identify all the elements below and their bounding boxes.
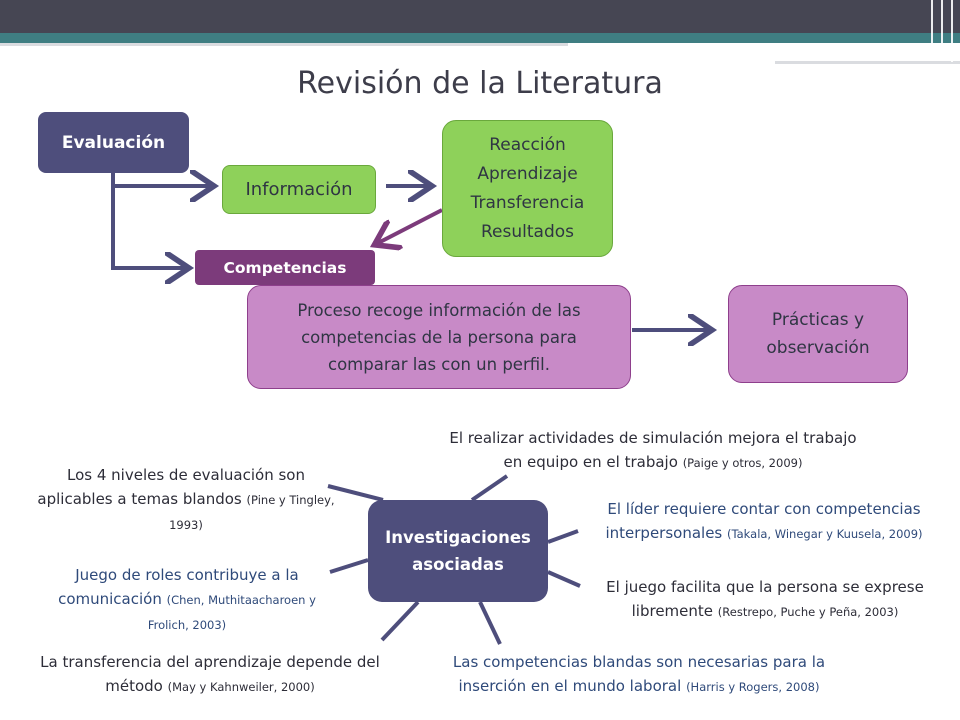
note-blandas [418, 650, 860, 699]
note-roles [38, 563, 336, 637]
nivel-item: Resultados [481, 221, 574, 242]
page-title: Revisión de la Literatura [297, 66, 663, 101]
spoke-line [548, 572, 580, 586]
note-citation: (Pine y Tingley, 1993) [169, 493, 335, 532]
practicas-label: Prácticas y observación [766, 310, 870, 358]
note-text: El líder requiere contar con competencias interpersonales [605, 500, 921, 542]
note-citation: (May y Kahnweiler, 2000) [167, 680, 315, 694]
nivel-item: Aprendizaje [477, 163, 578, 184]
note-text: Los 4 niveles de evaluación son aplicables a temas blandos [37, 466, 305, 508]
note-citation: (Takala, Winegar y Kuusela, 2009) [727, 527, 923, 541]
connector-niveles-competencias [378, 210, 442, 243]
practicas-box [728, 285, 908, 383]
spoke-line [328, 486, 383, 500]
competencias-label: Competencias [223, 258, 347, 277]
note-niveles [36, 463, 336, 537]
spoke-line [548, 531, 578, 542]
competencias-box [195, 250, 375, 285]
evaluacion-label: Evaluación [61, 132, 166, 153]
spoke-line [480, 602, 500, 644]
note-juego [582, 575, 948, 624]
note-text: Las competencias blandas son necesarias para la inserción en el mundo laboral [452, 653, 826, 695]
note-text: Juego de roles contribuye a la comunicación [58, 566, 299, 608]
nivel-item: Transferencia [470, 192, 585, 213]
informacion-label: Información [245, 179, 353, 200]
investigaciones-box [368, 500, 548, 602]
connector-evaluacion-informacion [113, 172, 210, 186]
spoke-line [472, 476, 507, 500]
note-lider [578, 497, 950, 546]
investigaciones-label: Investigaciones asociadas [385, 528, 531, 574]
note-citation: (Chen, Muthitaacharoen y Frolich, 2003) [147, 593, 316, 632]
note-text: El realizar actividades de simulación mejora el trabajo en equipo en el trabajo [449, 429, 857, 471]
niveles-box [442, 120, 613, 257]
proceso-label: Proceso recoge información de las competencias de la persona para comparar las con un perfil. [297, 300, 581, 374]
proceso-box [247, 285, 631, 389]
note-citation: (Harris y Rogers, 2008) [686, 680, 820, 694]
note-text: La transferencia del aprendizaje depende del método [40, 653, 380, 695]
evaluacion-box [38, 112, 189, 173]
spoke-line [382, 602, 418, 640]
note-citation: (Paige y otros, 2009) [682, 456, 803, 470]
nivel-item: Reacción [489, 134, 566, 155]
informacion-box [222, 165, 376, 214]
note-transferencia [22, 650, 398, 699]
note-text: El juego facilita que la persona se exprese libremente [606, 578, 924, 620]
note-citation: (Restrepo, Puche y Peña, 2003) [717, 605, 899, 619]
note-simulacion [440, 426, 866, 475]
